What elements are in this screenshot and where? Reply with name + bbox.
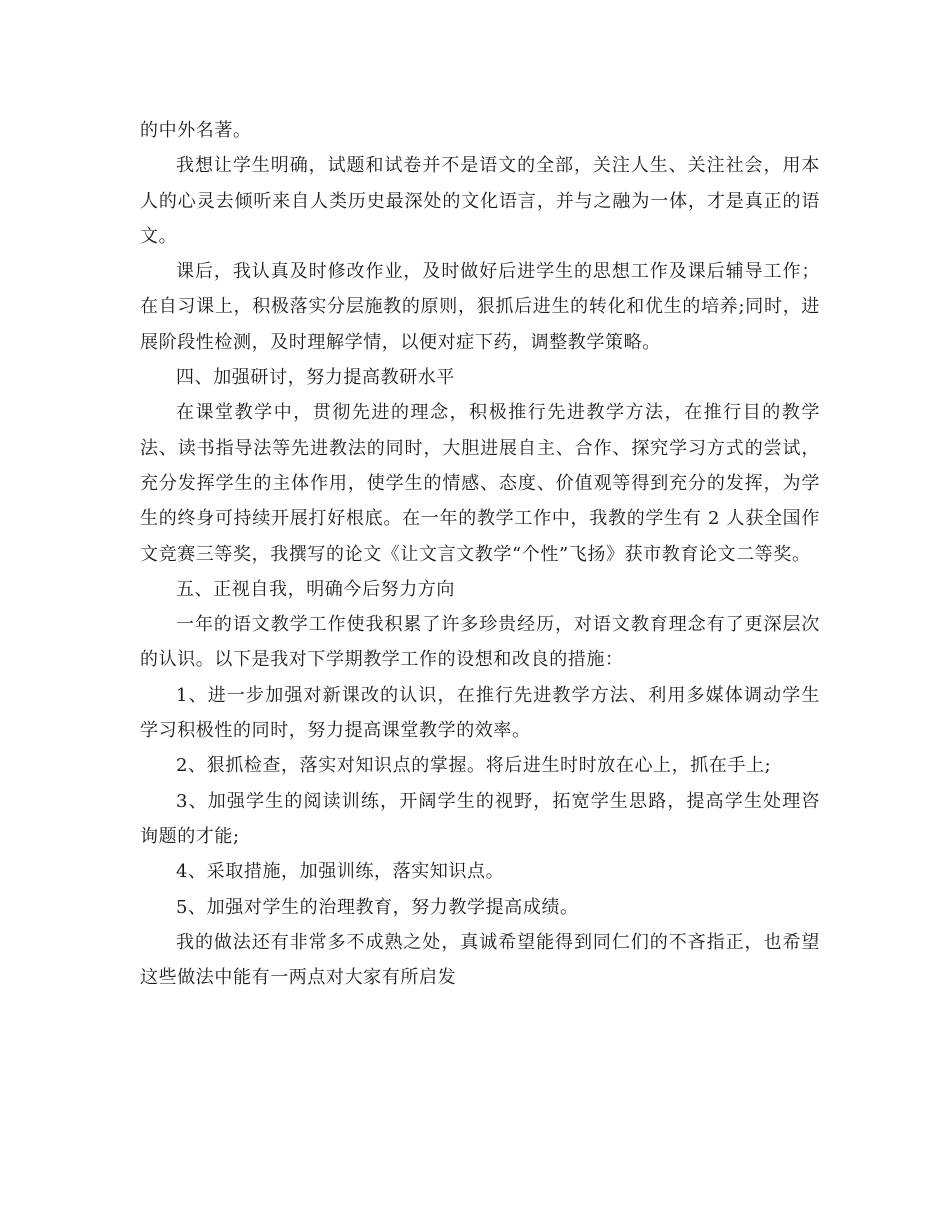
paragraph-year-summary: 一年的语文教学工作使我积累了许多珍贵经历，对语文教育理念有了更深层次的认识。以下是我对下学期教学工作的设想和改良的措施： — [140, 614, 820, 671]
paragraph-after-class: 课后，我认真及时修改作业，及时做好后进学生的思想工作及课后辅导工作；在自习课上，积极落实分层施教的原则，狠抓后进生的转化和优生的培养;同时，进展阶段性检测，及时理解学情，以便对症下药，调整教学策略。 — [140, 261, 820, 353]
paragraph-student-goal: 我想让学生明确，试题和试卷并不是语文的全部，关注人生、关注社会，用本人的心灵去倾听来自人类历史最深处的文化语言，并与之融为一体，才是真正的语文。 — [140, 155, 820, 247]
paragraph-continuation: 的中外名著。 — [140, 120, 252, 141]
section-heading-research: 四、加强研讨，努力提高教研水平 — [176, 367, 455, 389]
paragraph-closing: 我的做法还有非常多不成熟之处，真诚希望能得到同仁们的不吝指正，也希望这些做法中能有一两点对大家有所启发 — [140, 931, 820, 989]
list-item-4: 4、采取措施，加强训练，落实知识点。 — [176, 861, 505, 883]
document-body — [140, 113, 820, 995]
section-heading-self-review: 五、正视自我，明确今后努力方向 — [176, 578, 455, 600]
list-item-5: 5、加强对学生的治理教育，努力教学提高成绩。 — [176, 896, 579, 918]
list-item-1: 1、进一步加强对新课改的认识，在推行先进教学方法、利用多媒体调动学生学习积极性的同时，努力提高课堂教学的效率。 — [140, 684, 820, 742]
paragraph-classroom-teaching: 在课堂教学中，贯彻先进的理念，积极推行先进教学方法，在推行目的教学法、读书指导法等先进教法的同时，大胆进展自主、合作、探究学习方式的尝试，充分发挥学生的主体作用，使学生的情感、态度、价值观等得到充分的发挥，为学生的终身可持续开展打好根底。在一年的教学工作中，我教的学生有 2 人获全国作文竞赛三等奖，我撰写的论文《让文言文教学“个性”飞扬》获市教育论文二等奖。 — [140, 402, 820, 565]
list-item-2: 2、狠抓检查，落实对知识点的掌握。将后进生时时放在心上，抓在手上; — [176, 755, 772, 777]
list-item-3: 3、加强学生的阅读训练，开阔学生的视野，拓宽学生思路，提高学生处理咨询题的才能; — [140, 790, 820, 847]
